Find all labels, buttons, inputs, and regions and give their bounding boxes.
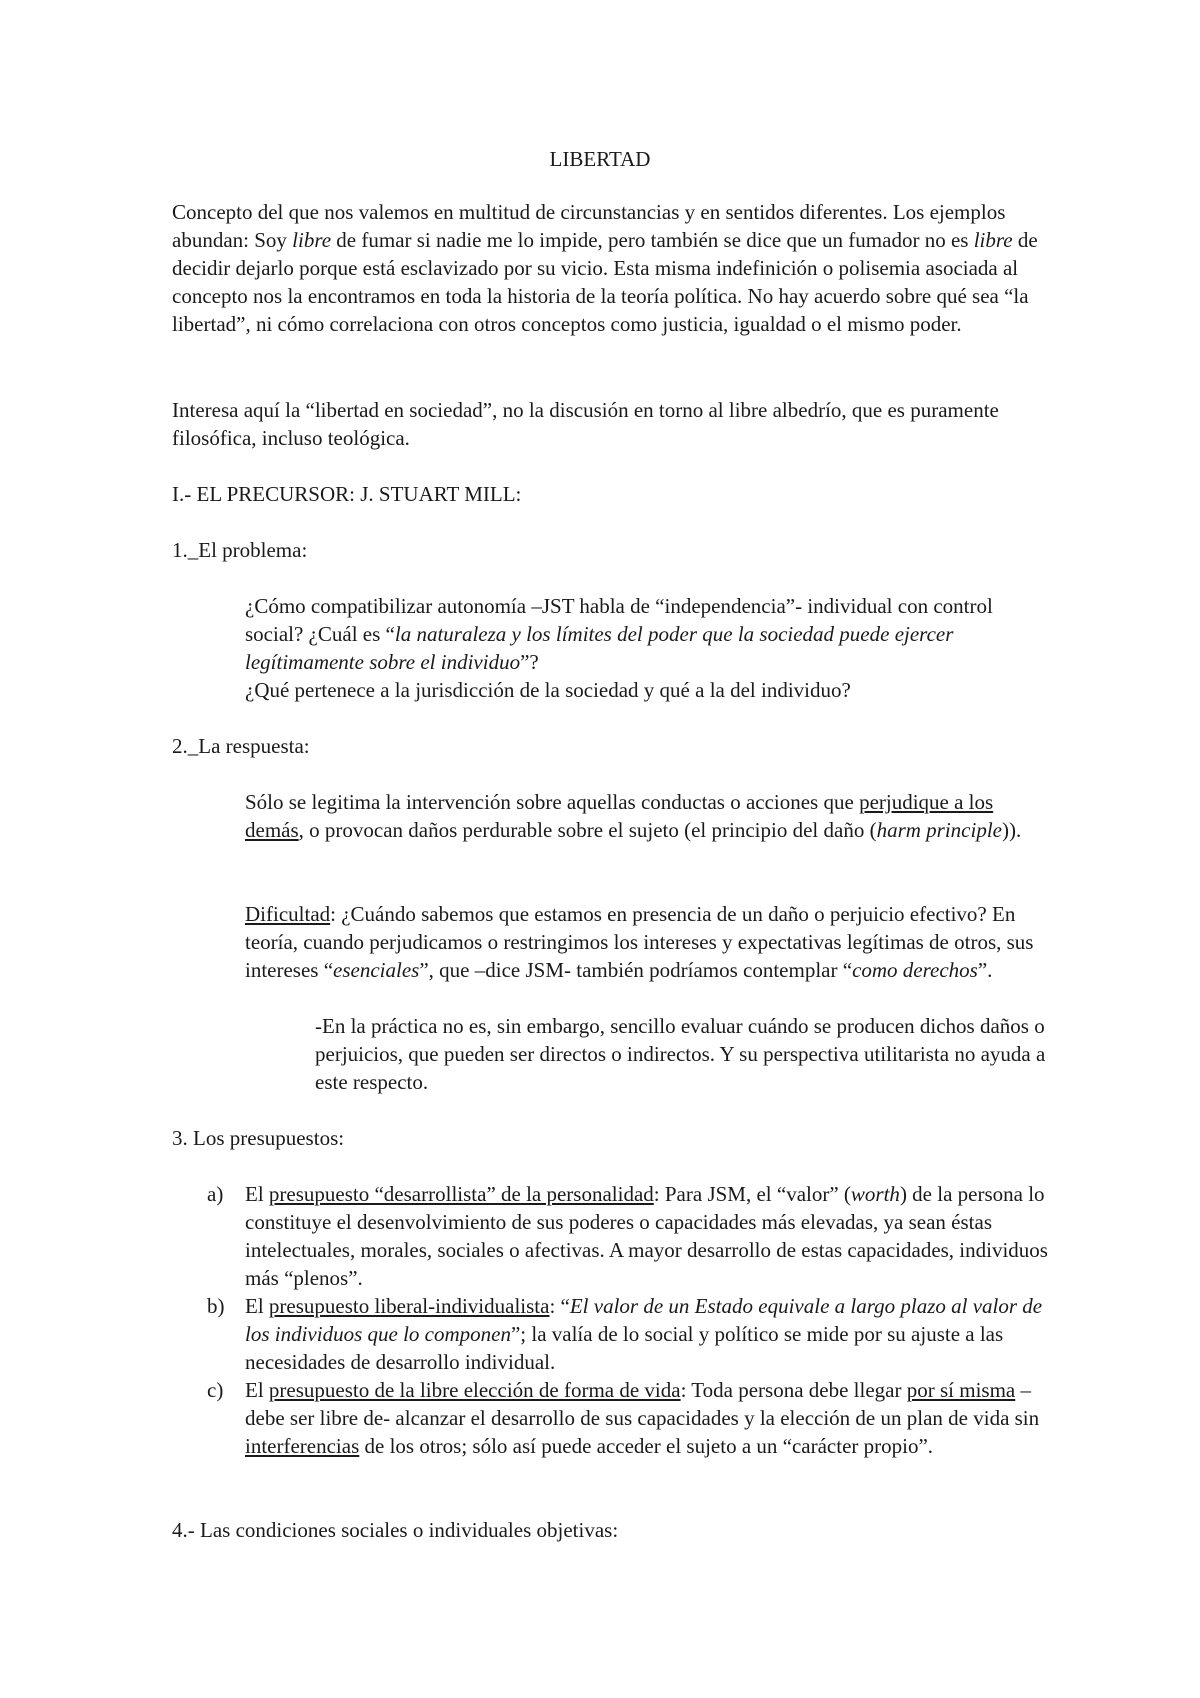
document-title: LIBERTAD: [549, 147, 651, 171]
list-item-b: [195, 1292, 1055, 1376]
list-item-c: [195, 1376, 1055, 1460]
heading-problem: 1._El problema:: [172, 538, 308, 562]
list-item-a: [195, 1180, 1055, 1292]
item-a-prefix: El: [245, 1182, 269, 1206]
problem-question-2: ¿Qué pertenece a la jurisdicción de la sociedad y qué a la del individuo?: [245, 678, 851, 702]
item-b-prefix: El: [245, 1294, 269, 1318]
item-c-text-2: –debe ser libre de- alcanzar el desarrollo de sus capacidades y la elección de un plan de vida sin: [245, 1378, 1040, 1430]
list-marker-a: a): [207, 1182, 224, 1206]
answer-paragraph: [245, 788, 1055, 844]
answer-underline: perjudique a los demás: [245, 790, 994, 842]
intro-emphasis-1: libre: [292, 228, 332, 252]
difficulty-emphasis-1: esenciales: [333, 958, 420, 982]
intro-text-1: Concepto del que nos valemos en multitud de circunstancias y en sentidos diferentes. Los ejemplos abundan: Soy: [172, 200, 1006, 252]
item-c-text-1: : Toda persona debe llegar: [680, 1378, 907, 1402]
item-a-text-2: ) de la persona lo constituye el desenvolvimiento de sus poderes o capacidades más elevadas, ya sean éstas intelectuales, morales, sociales o afectivas. A mayor desarrollo de estas capacidades, individuos más “plenos”.: [245, 1182, 1048, 1290]
item-c-underline-1: por sí misma: [906, 1378, 1016, 1402]
item-c-text-3: de los otros; sólo así puede acceder el sujeto a un “carácter propio”.: [359, 1434, 934, 1458]
answer-text-3: )).: [1001, 818, 1022, 842]
item-a-worth: worth: [850, 1182, 900, 1206]
intro-emphasis-2: libre: [973, 228, 1013, 252]
interest-paragraph: Interesa aquí la “libertad en sociedad”, no la discusión en torno al libre albedrío, que es puramente filosófica, incluso teológica.: [172, 398, 999, 450]
section-heading-precursor: I.- EL PRECURSOR: J. STUART MILL:: [172, 482, 522, 506]
difficulty-paragraph: [245, 900, 1055, 984]
item-a-text-1: : Para JSM, el “valor” (: [653, 1182, 851, 1206]
item-b-text-2: ”; la valía de lo social y político se mide por su ajuste a las necesidades de desarrollo individual.: [245, 1322, 1004, 1374]
difficulty-label: Dificultad: [245, 902, 331, 926]
answer-text-2: , o provocan daños perdurable sobre el sujeto (el principio del daño (: [298, 818, 877, 842]
intro-text-3: de decidir dejarlo porque está esclavizado por su vicio. Esta misma indefinición o polisemia asociada al concepto nos la encontramos en toda la historia de la teoría política. No hay acuerdo sobre qué sea “la libertad”, ni cómo correlaciona con otros conceptos como justicia, igualdad o el mismo poder.: [172, 228, 1038, 336]
item-b-title: presupuesto liberal-individualista: [268, 1294, 550, 1318]
list-marker-c: c): [207, 1378, 224, 1402]
problem-question-end: ”?: [520, 650, 539, 674]
heading-presupuestos: 3. Los presupuestos:: [172, 1126, 345, 1150]
item-b-text-1: : “: [549, 1294, 570, 1318]
problem-question-1: [245, 592, 1055, 676]
heading-conditions: 4.- Las condiciones sociales o individuales objetivas:: [172, 1518, 619, 1542]
problem-question-text: ¿Cómo compatibilizar autonomía –JST habla de “independencia”- individual con control social? ¿Cuál es “: [245, 594, 993, 646]
item-b-quote: El valor de un Estado equivale a largo plazo al valor de los individuos que lo componen: [245, 1294, 1043, 1346]
item-c-prefix: El: [245, 1378, 269, 1402]
difficulty-emphasis-2: como derechos: [852, 958, 978, 982]
heading-answer: 2._La respuesta:: [172, 734, 310, 758]
intro-paragraph: [172, 198, 1052, 338]
item-c-title: presupuesto de la libre elección de forma de vida: [268, 1378, 681, 1402]
difficulty-text-3: ”.: [977, 958, 993, 982]
list-marker-b: b): [207, 1294, 225, 1318]
difficulty-text-2: ”, que –dice JSM- también podríamos contemplar “: [419, 958, 853, 982]
answer-text-1: Sólo se legitima la intervención sobre aquellas conductas o acciones que: [245, 790, 860, 814]
intro-text-2: de fumar si nadie me lo impide, pero también se dice que un fumador no es: [331, 228, 974, 252]
answer-harm-principle: harm principle: [876, 818, 1002, 842]
difficulty-text-1: : ¿Cuándo sabemos que estamos en presencia de un daño o perjuicio efectivo? En teoría, cuando perjudicamos o restringimos los intereses y expectativas legítimas de otros, sus intereses “: [245, 902, 1034, 982]
difficulty-note: -En la práctica no es, sin embargo, sencillo evaluar cuándo se producen dichos daños o perjuicios, que pueden ser directos o indirectos. Y su perspectiva utilitarista no ayuda a este respecto.: [315, 1014, 1046, 1094]
presupuestos-list: [195, 1180, 1055, 1460]
item-c-underline-2: interferencias: [245, 1434, 360, 1458]
problem-question-quote: la naturaleza y los límites del poder que la sociedad puede ejercer legítimamente sobre el individuo: [245, 622, 954, 674]
item-a-title: presupuesto “desarrollista” de la personalidad: [268, 1182, 654, 1206]
